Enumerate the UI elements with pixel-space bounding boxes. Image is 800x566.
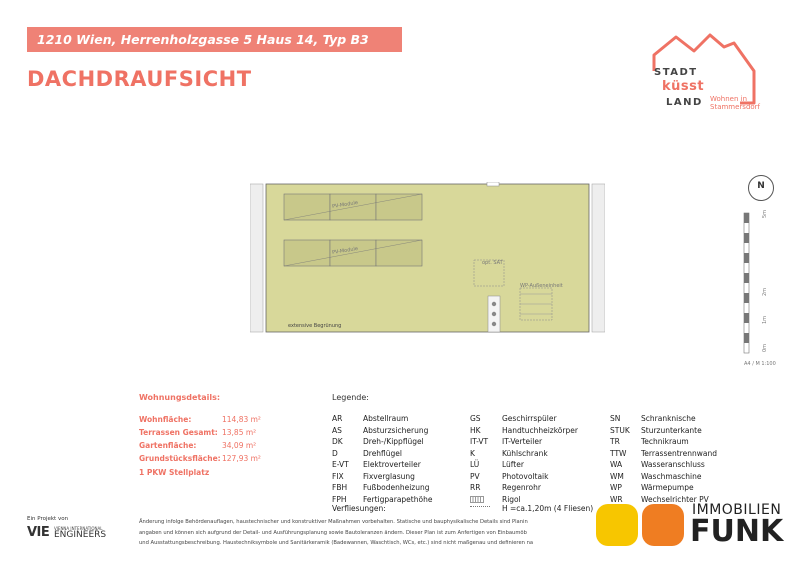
legend-title: Legende:	[332, 393, 370, 402]
funk-word1: IMMOBILIEN	[692, 502, 782, 518]
detail-label: Grundstücksfläche:	[139, 454, 221, 463]
legend-text: Technikraum	[641, 437, 689, 446]
legend-code: FIX	[332, 471, 344, 481]
legend-text: Fixverglasung	[363, 471, 415, 481]
scale-ratio	[744, 361, 776, 367]
legend-text: Absturzsicherung	[363, 425, 429, 435]
legend-item	[332, 449, 432, 461]
legend-text: Kühlschrank	[502, 448, 548, 458]
legend-text: Regenrohr	[502, 483, 541, 492]
legend-code: SN	[610, 414, 621, 423]
legend-item	[470, 426, 578, 438]
legend-code: HK	[470, 425, 481, 435]
legend-text: Lüfter	[502, 460, 524, 469]
legend-code: WR	[610, 494, 623, 504]
disclaimer	[139, 517, 609, 549]
scale-5m: 5m	[762, 209, 769, 219]
tiling-line-icon	[470, 506, 490, 507]
legend-item	[610, 449, 717, 461]
legend-item	[610, 483, 717, 495]
legend-text: Abstellraum	[363, 414, 409, 423]
roof-plan	[250, 182, 605, 334]
legend-item	[610, 426, 717, 438]
vie-engineers: ENGINEERS	[54, 530, 107, 540]
logo-sub1: Wohnen in	[710, 95, 748, 103]
legend-item	[610, 472, 717, 484]
legend-item	[470, 472, 578, 484]
scale-1m: 1m	[762, 315, 769, 325]
address-banner	[27, 27, 402, 52]
funk-yellow-square	[596, 504, 638, 546]
stadt-kuesst-land-logo	[648, 27, 763, 117]
legend-code: FBH	[332, 483, 348, 492]
parking-label: 1 PKW Stellplatz	[139, 468, 210, 477]
legend-code: WM	[610, 471, 624, 481]
legend-code: WP	[610, 483, 622, 492]
logo-land: LAND	[666, 97, 703, 108]
legend-text: Wärmepumpe	[641, 483, 694, 492]
legend-code: PV	[470, 471, 480, 481]
legend-item	[332, 426, 432, 438]
detail-label: Wohnfläche:	[139, 415, 192, 424]
legend-text: Dreh-/Kippflügel	[363, 437, 424, 446]
pv-label-2: PV-Module	[331, 245, 359, 257]
legend-code: TR	[610, 437, 620, 446]
funk-word2: FUNK	[690, 514, 784, 549]
project-label: Ein Projekt von	[27, 516, 69, 522]
legend-code: STUK	[610, 425, 630, 435]
legend-item	[470, 460, 578, 472]
logo-stadt: STADT	[654, 67, 698, 78]
legend-item	[610, 437, 717, 449]
funk-orange-square	[642, 504, 684, 546]
legend-code: LÜ	[470, 460, 480, 469]
legend-item	[470, 483, 578, 495]
legend-text: Wechselrichter PV	[641, 494, 709, 504]
page-title: DACHDRAUFSICHT	[27, 67, 252, 91]
disclaimer-line: und Ausstattungsbeschreibung. Haustechniksymbole und Sanitärkeramik (Badewannen, Waschtisch, WCs, etc.) sind nicht maßgenau und definieren na	[139, 540, 534, 546]
legend-code: TTW	[610, 448, 627, 458]
legend-item	[470, 414, 578, 426]
vie-small-text: VIENNA INTERNATIONAL	[54, 526, 103, 531]
tiling-label: Verfliesungen:	[332, 504, 386, 513]
legend-text: Rigol	[502, 494, 521, 504]
north-label: N	[757, 181, 765, 191]
legend-code: DK	[332, 437, 343, 446]
logo-sub2: Stammersdorf	[710, 103, 761, 111]
legend-item	[332, 460, 432, 472]
legend-code: RR	[470, 483, 481, 492]
legend-item	[332, 437, 432, 449]
logo-kuesst: küsst	[662, 79, 705, 94]
address-text: 1210 Wien, Herrenholzgasse 5 Haus 14, Typ B3	[37, 32, 369, 47]
legend-text: Photovoltaik	[502, 471, 549, 481]
legend-text: Wasseranschluss	[641, 460, 705, 469]
legend-code: FPH	[332, 494, 347, 504]
north-arrow-icon	[748, 175, 774, 201]
legend-code: D	[332, 448, 338, 458]
legend-text: Drehflügel	[363, 448, 402, 458]
tiling-value: H =ca.1,20m (4 Fliesen)	[502, 504, 594, 513]
legend-text: Schranknische	[641, 414, 696, 423]
detail-value: 127,93 m²	[222, 454, 261, 463]
legend-col-1	[332, 414, 432, 506]
legend-text: IT-Verteiler	[502, 437, 543, 446]
legend-text: Elektroverteiler	[363, 460, 421, 469]
legend-text: Terrassentrennwand	[641, 448, 717, 458]
scale-ratio-text: M 1:100	[755, 361, 776, 367]
legend-item	[332, 483, 432, 495]
disclaimer-line: Änderung infolge Behördenauflagen, haustechnischer und konstruktiver Maßnahmen vorbehalten. Statische und bauphysikalische Details sind Planin	[139, 519, 528, 525]
pv-label-1: PV-Module	[331, 199, 359, 211]
rigol-symbol-icon	[470, 495, 502, 504]
legend-col-2	[470, 414, 578, 506]
legend-item	[470, 449, 578, 461]
scale-2m: 2m	[762, 287, 769, 297]
detail-label: Terrassen Gesamt:	[139, 428, 218, 437]
legend-item	[332, 414, 432, 426]
legend-text: Geschirrspüler	[502, 414, 557, 423]
immobilien-funk-logo	[596, 502, 786, 550]
detail-value: 34,09 m²	[222, 441, 257, 450]
legend-item	[470, 437, 578, 449]
scale-prefix: A4 /	[744, 361, 756, 367]
legend-code: IT-VT	[470, 437, 489, 446]
legend-code: GS	[470, 414, 481, 423]
detail-value: 13,85 m²	[222, 428, 257, 437]
legend-text: Sturzunterkante	[641, 425, 702, 435]
wp-label: WP-Außeneinheit	[520, 283, 563, 289]
legend-col-3	[610, 414, 717, 506]
legend-code: AR	[332, 414, 343, 423]
legend-text: Fußbodenheizung	[363, 483, 430, 492]
disclaimer-line: angaben und können sich aufgrund der Detail- und Ausführungsplanung sowie Bautoleranzen ändern. Dieser Plan ist zum Anfertigen von Einbaumöb	[139, 529, 527, 536]
detail-value: 114,83 m²	[222, 415, 261, 424]
details-heading: Wohnungsdetails:	[139, 393, 221, 402]
legend-text: Waschmaschine	[641, 471, 702, 481]
legend-code: WA	[610, 460, 623, 469]
legend-code: E-VT	[332, 460, 349, 469]
green-roof-label: extensive Begrünung	[288, 323, 342, 329]
legend-item	[610, 460, 717, 472]
legend-code: AS	[332, 425, 342, 435]
legend-item	[610, 414, 717, 426]
legend-text: Fertigparapethöhe	[363, 494, 433, 504]
legend-code: K	[470, 448, 475, 458]
scale-0m: 0m	[762, 343, 769, 353]
detail-label: Gartenfläche:	[139, 441, 197, 450]
legend-text: Handtuchheizkörper	[502, 425, 578, 435]
sat-label: opt. SAT	[482, 260, 503, 266]
scale-bar	[742, 205, 776, 380]
legend-item	[332, 472, 432, 484]
vie-mark: VIE	[27, 525, 50, 540]
